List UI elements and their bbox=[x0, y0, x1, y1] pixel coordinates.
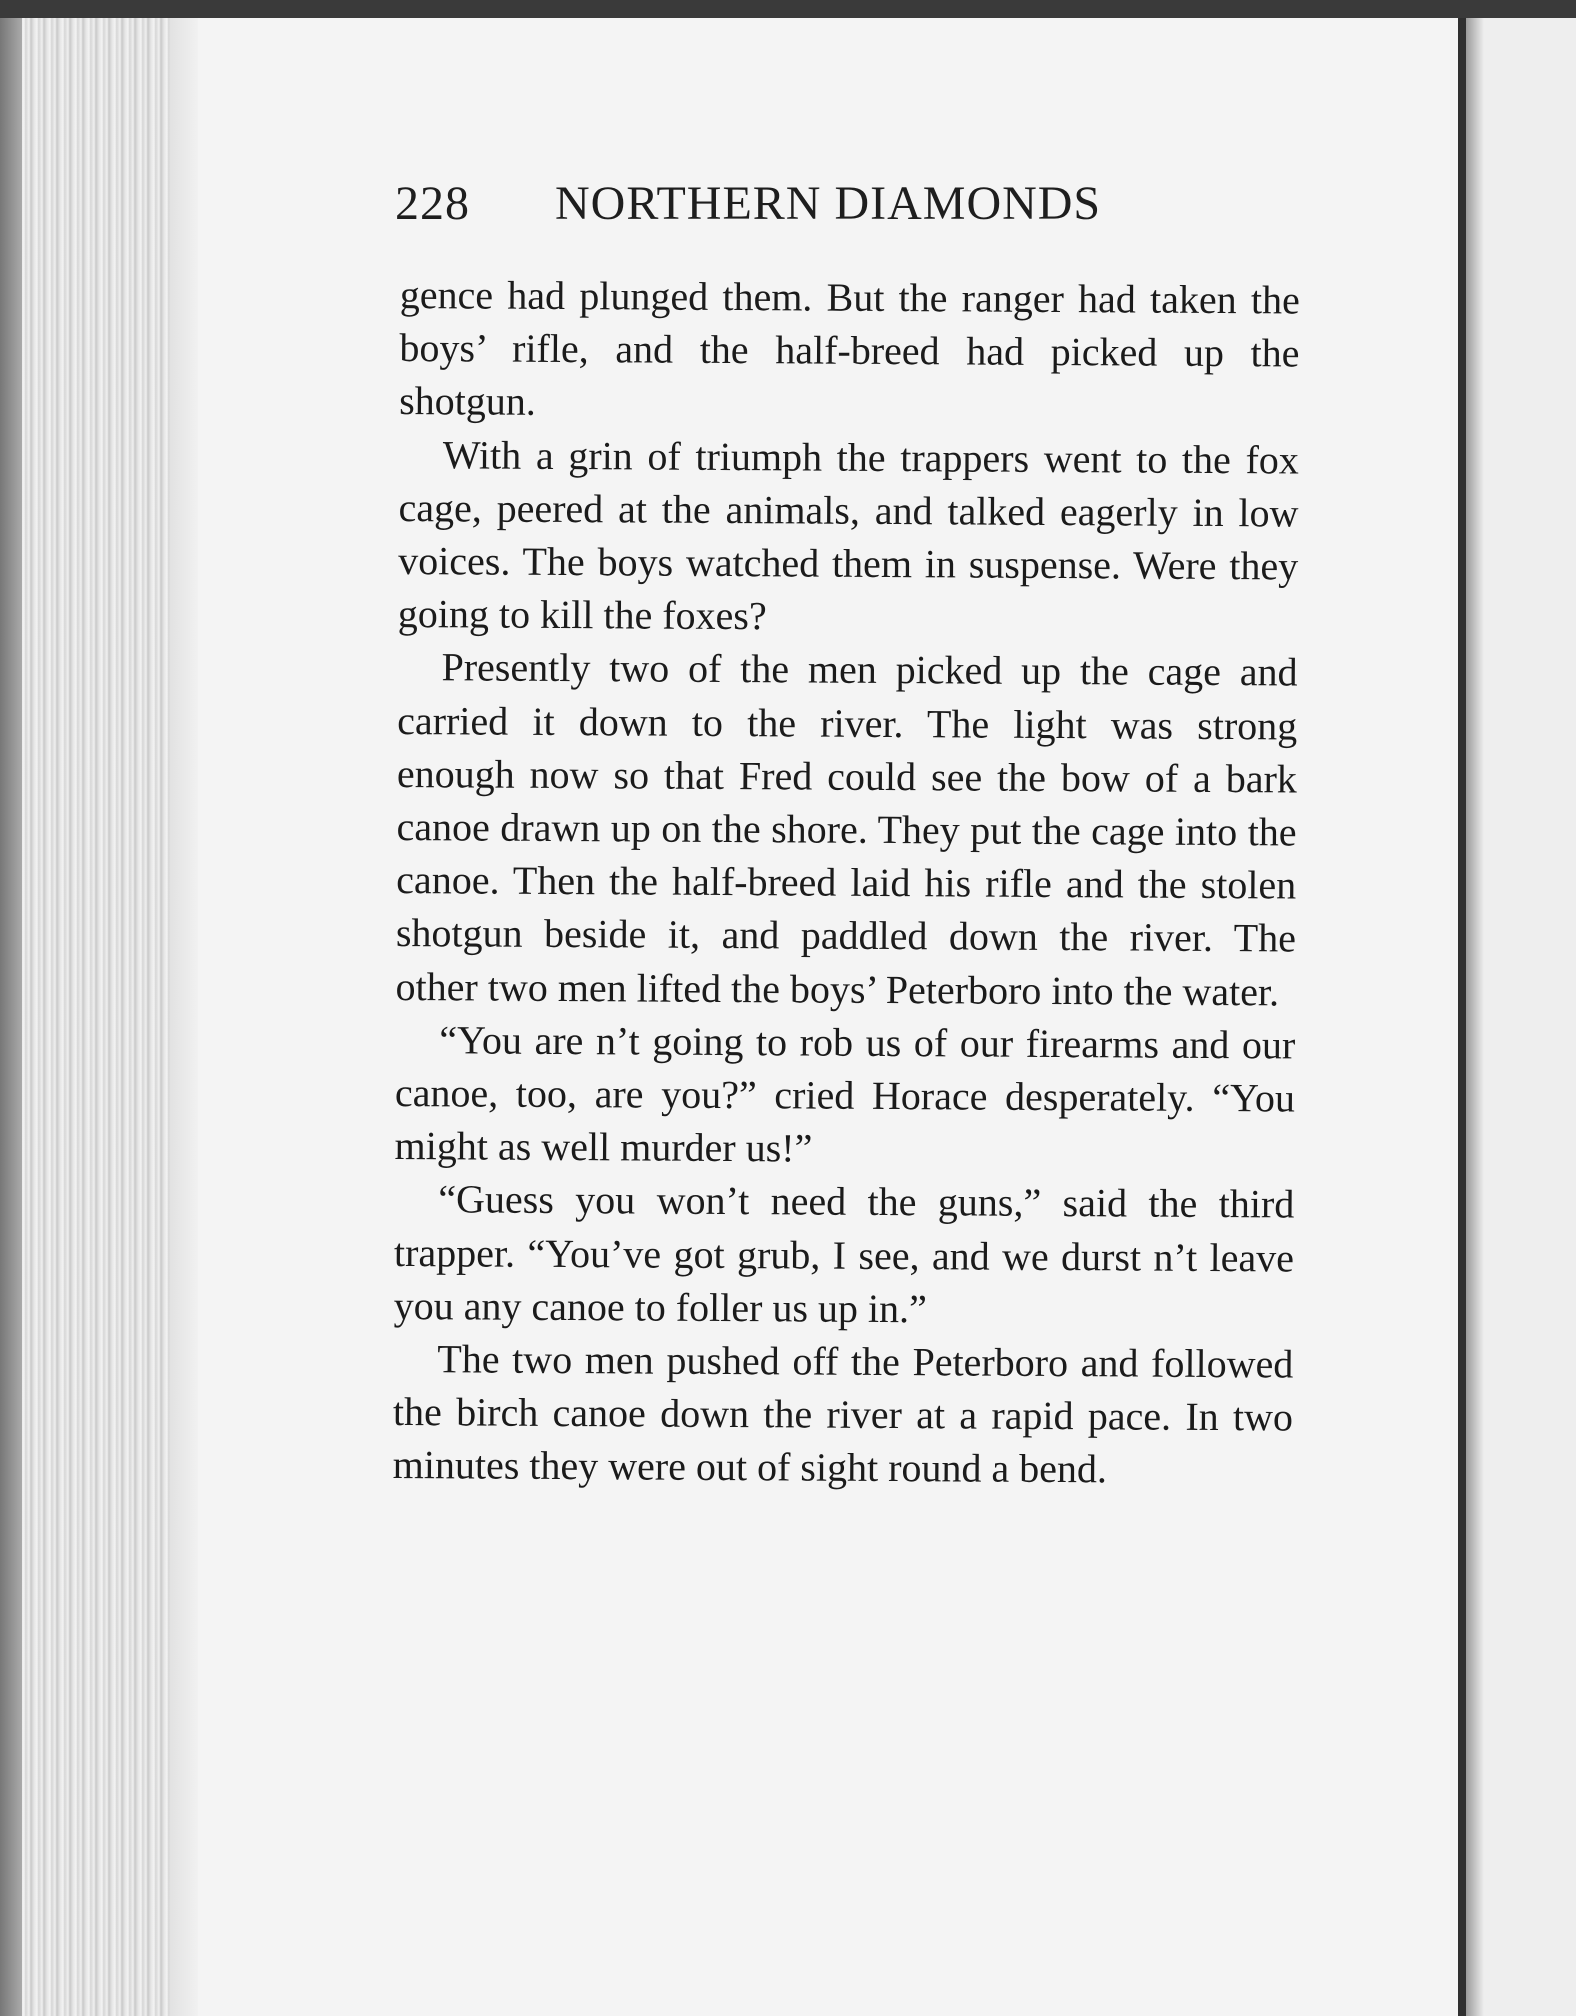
page-number: 228 bbox=[395, 177, 470, 230]
facing-page-shadow bbox=[1466, 18, 1484, 2016]
running-head bbox=[395, 176, 1135, 231]
paragraph: The two men pushed off the Peterboro and followed the birch canoe down the river at a rapid pace. In two minutes they were out of sight round a bend. bbox=[392, 1336, 1294, 1492]
book-title: NORTHERN DIAMONDS bbox=[555, 177, 1102, 230]
paragraph: With a grin of triumph the trappers went to the fox cage, peered at the animals, and talked eagerly in low voices. The boys watched them in suspense. Were they going to kill the foxes? bbox=[397, 431, 1299, 639]
paragraph: gence had plunged them. But the ranger had taken the boys’ rifle, and the half-breed had picked up the shotgun. bbox=[399, 271, 1300, 425]
page-edge-inner bbox=[170, 18, 200, 2016]
page-edge-shadow bbox=[0, 18, 22, 2016]
paragraph: “You are n’t going to rob us of our firearms and our canoe, too, are you?” cried Horace desperately. “You might as well murder us!” bbox=[394, 1017, 1296, 1171]
paragraph: Presently two of the men picked up the cage and carried it down to the river. The light was strong enough now so that Fred could see the bow of a bark canoe drawn up on the shore. They put the cage into the canoe. Then the half-breed laid his rifle and the stolen shotgun beside it, and paddled down the river. The other two men lifted the boys’ Peterboro into the water. bbox=[395, 644, 1298, 1015]
body-text bbox=[393, 268, 1300, 1497]
scan-border-top bbox=[0, 0, 1576, 18]
paragraph: “Guess you won’t need the guns,” said the third trapper. “You’ve got grub, I see, and we durst n’t leave you any canoe to foller us up in.” bbox=[393, 1176, 1295, 1332]
gutter-line bbox=[1458, 18, 1466, 2016]
